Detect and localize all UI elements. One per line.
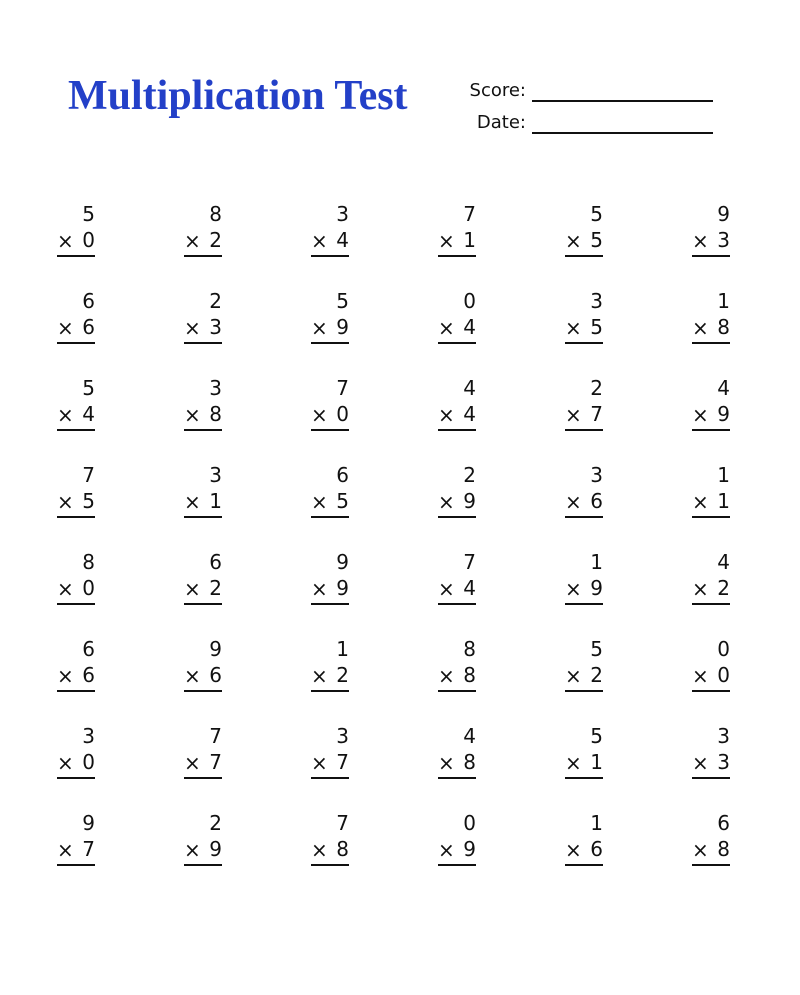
multiplicand: 6 (717, 811, 730, 835)
times-sign: × (438, 403, 455, 427)
multiplicand: 9 (717, 202, 730, 226)
answer-line[interactable] (311, 603, 349, 605)
multiplicand: 1 (717, 463, 730, 487)
multiplicand: 3 (209, 463, 222, 487)
multiplier: 2 (209, 228, 222, 252)
multiplier: 0 (82, 228, 95, 252)
problem-r7-c6 (692, 724, 732, 782)
multiplier: 0 (717, 663, 730, 687)
times-sign: × (184, 751, 201, 775)
multiplicand: 3 (82, 724, 95, 748)
multiplicand: 7 (463, 550, 476, 574)
times-sign: × (565, 403, 582, 427)
multiplicand: 7 (209, 724, 222, 748)
answer-line[interactable] (692, 342, 730, 344)
times-sign: × (184, 403, 201, 427)
times-sign: × (184, 316, 201, 340)
problem-r5-c5 (565, 550, 605, 608)
problem-r1-c6 (692, 202, 732, 260)
problem-r4-c2 (184, 463, 224, 521)
problem-r2-c6 (692, 289, 732, 347)
multiplier: 9 (717, 402, 730, 426)
answer-line[interactable] (438, 864, 476, 866)
answer-line[interactable] (311, 342, 349, 344)
multiplier: 9 (209, 837, 222, 861)
times-sign: × (438, 751, 455, 775)
times-sign: × (311, 316, 328, 340)
times-sign: × (565, 838, 582, 862)
times-sign: × (692, 664, 709, 688)
multiplicand: 0 (463, 811, 476, 835)
answer-line[interactable] (438, 516, 476, 518)
problem-r8-c3 (311, 811, 351, 869)
problem-r2-c2 (184, 289, 224, 347)
times-sign: × (438, 838, 455, 862)
multiplier: 5 (336, 489, 349, 513)
multiplicand: 9 (336, 550, 349, 574)
times-sign: × (184, 664, 201, 688)
problem-r6-c1 (57, 637, 97, 695)
answer-line[interactable] (438, 603, 476, 605)
multiplicand: 1 (590, 811, 603, 835)
answer-line[interactable] (438, 255, 476, 257)
problem-r3-c5 (565, 376, 605, 434)
answer-line[interactable] (311, 864, 349, 866)
times-sign: × (438, 577, 455, 601)
times-sign: × (184, 229, 201, 253)
page-title: Multiplication Test (68, 73, 408, 119)
answer-line[interactable] (57, 690, 95, 692)
multiplicand: 5 (82, 376, 95, 400)
problem-r2-c3 (311, 289, 351, 347)
multiplier: 9 (336, 315, 349, 339)
times-sign: × (692, 577, 709, 601)
answer-line[interactable] (692, 429, 730, 431)
answer-line[interactable] (692, 255, 730, 257)
multiplicand: 2 (209, 811, 222, 835)
multiplier: 6 (209, 663, 222, 687)
times-sign: × (57, 403, 74, 427)
multiplier: 6 (82, 315, 95, 339)
problem-r1-c3 (311, 202, 351, 260)
times-sign: × (311, 577, 328, 601)
answer-line[interactable] (565, 342, 603, 344)
multiplier: 7 (336, 750, 349, 774)
problem-r3-c4 (438, 376, 478, 434)
multiplier: 5 (590, 228, 603, 252)
times-sign: × (311, 229, 328, 253)
multiplier: 2 (590, 663, 603, 687)
times-sign: × (311, 838, 328, 862)
problem-r2-c5 (565, 289, 605, 347)
times-sign: × (57, 664, 74, 688)
answer-line[interactable] (57, 777, 95, 779)
answer-line[interactable] (438, 690, 476, 692)
answer-line[interactable] (565, 429, 603, 431)
problem-r1-c1 (57, 202, 97, 260)
answer-line[interactable] (184, 342, 222, 344)
multiplicand: 6 (82, 289, 95, 313)
times-sign: × (311, 751, 328, 775)
multiplicand: 3 (590, 463, 603, 487)
problem-r4-c3 (311, 463, 351, 521)
times-sign: × (565, 490, 582, 514)
times-sign: × (565, 664, 582, 688)
times-sign: × (692, 751, 709, 775)
problem-r4-c6 (692, 463, 732, 521)
times-sign: × (692, 229, 709, 253)
multiplier: 0 (82, 576, 95, 600)
multiplicand: 7 (336, 811, 349, 835)
multiplicand: 5 (590, 202, 603, 226)
problem-r6-c2 (184, 637, 224, 695)
answer-line[interactable] (438, 429, 476, 431)
problem-r6-c6 (692, 637, 732, 695)
problem-r4-c4 (438, 463, 478, 521)
multiplicand: 5 (82, 202, 95, 226)
times-sign: × (57, 751, 74, 775)
times-sign: × (692, 316, 709, 340)
answer-line[interactable] (57, 864, 95, 866)
multiplier: 1 (717, 489, 730, 513)
multiplicand: 8 (463, 637, 476, 661)
multiplier: 5 (82, 489, 95, 513)
multiplier: 7 (209, 750, 222, 774)
times-sign: × (565, 229, 582, 253)
multiplier: 5 (590, 315, 603, 339)
times-sign: × (692, 838, 709, 862)
times-sign: × (311, 403, 328, 427)
multiplier: 7 (82, 837, 95, 861)
multiplier: 6 (590, 489, 603, 513)
multiplier: 2 (209, 576, 222, 600)
answer-line[interactable] (311, 690, 349, 692)
problem-r6-c3 (311, 637, 351, 695)
answer-line[interactable] (311, 777, 349, 779)
answer-line[interactable] (57, 429, 95, 431)
problem-r3-c3 (311, 376, 351, 434)
multiplicand: 3 (209, 376, 222, 400)
multiplicand: 9 (82, 811, 95, 835)
multiplicand: 8 (209, 202, 222, 226)
multiplicand: 1 (590, 550, 603, 574)
date-label: Date: (476, 112, 526, 133)
times-sign: × (565, 316, 582, 340)
multiplicand: 4 (717, 550, 730, 574)
multiplicand: 6 (82, 637, 95, 661)
multiplicand: 6 (336, 463, 349, 487)
answer-line[interactable] (565, 864, 603, 866)
problem-r3-c6 (692, 376, 732, 434)
answer-line[interactable] (57, 603, 95, 605)
problem-r2-c4 (438, 289, 478, 347)
problem-r8-c6 (692, 811, 732, 869)
multiplier: 7 (590, 402, 603, 426)
multiplier: 2 (336, 663, 349, 687)
times-sign: × (184, 577, 201, 601)
multiplicand: 7 (82, 463, 95, 487)
answer-line[interactable] (311, 516, 349, 518)
multiplicand: 7 (463, 202, 476, 226)
problem-r6-c4 (438, 637, 478, 695)
problem-r7-c4 (438, 724, 478, 782)
multiplicand: 2 (590, 376, 603, 400)
multiplicand: 3 (717, 724, 730, 748)
times-sign: × (438, 664, 455, 688)
multiplier: 6 (82, 663, 95, 687)
multiplier: 1 (590, 750, 603, 774)
problem-r5-c4 (438, 550, 478, 608)
problem-r8-c1 (57, 811, 97, 869)
problem-r4-c5 (565, 463, 605, 521)
times-sign: × (565, 751, 582, 775)
multiplicand: 3 (590, 289, 603, 313)
answer-line[interactable] (311, 255, 349, 257)
times-sign: × (57, 229, 74, 253)
multiplier: 8 (463, 663, 476, 687)
multiplier: 4 (336, 228, 349, 252)
multiplier: 8 (336, 837, 349, 861)
multiplier: 3 (209, 315, 222, 339)
answer-line[interactable] (692, 864, 730, 866)
multiplicand: 5 (590, 637, 603, 661)
times-sign: × (184, 490, 201, 514)
answer-line[interactable] (438, 342, 476, 344)
multiplier: 9 (463, 489, 476, 513)
multiplicand: 3 (336, 202, 349, 226)
times-sign: × (565, 577, 582, 601)
multiplicand: 1 (717, 289, 730, 313)
problem-r3-c2 (184, 376, 224, 434)
multiplier: 2 (717, 576, 730, 600)
multiplicand: 3 (336, 724, 349, 748)
multiplier: 4 (463, 315, 476, 339)
answer-line[interactable] (184, 864, 222, 866)
problem-r1-c5 (565, 202, 605, 260)
multiplier: 1 (463, 228, 476, 252)
problem-r2-c1 (57, 289, 97, 347)
problem-r3-c1 (57, 376, 97, 434)
answer-line[interactable] (184, 690, 222, 692)
answer-line[interactable] (565, 603, 603, 605)
times-sign: × (438, 490, 455, 514)
multiplier: 6 (590, 837, 603, 861)
answer-line[interactable] (692, 516, 730, 518)
multiplicand: 2 (209, 289, 222, 313)
multiplicand: 5 (590, 724, 603, 748)
multiplier: 8 (717, 315, 730, 339)
answer-line[interactable] (184, 429, 222, 431)
times-sign: × (438, 229, 455, 253)
problem-r5-c6 (692, 550, 732, 608)
multiplier: 4 (463, 402, 476, 426)
answer-line[interactable] (57, 342, 95, 344)
multiplicand: 5 (336, 289, 349, 313)
answer-line[interactable] (565, 777, 603, 779)
answer-line[interactable] (311, 429, 349, 431)
multiplier: 0 (82, 750, 95, 774)
multiplier: 3 (717, 228, 730, 252)
problem-r8-c4 (438, 811, 478, 869)
problem-r7-c3 (311, 724, 351, 782)
multiplicand: 7 (336, 376, 349, 400)
times-sign: × (311, 490, 328, 514)
multiplicand: 0 (717, 637, 730, 661)
multiplier: 8 (209, 402, 222, 426)
answer-line[interactable] (692, 603, 730, 605)
multiplicand: 6 (209, 550, 222, 574)
problem-r5-c2 (184, 550, 224, 608)
problem-r5-c1 (57, 550, 97, 608)
multiplicand: 9 (209, 637, 222, 661)
times-sign: × (692, 490, 709, 514)
score-label: Score: (469, 80, 526, 101)
problem-r6-c5 (565, 637, 605, 695)
answer-line[interactable] (692, 690, 730, 692)
multiplicand: 4 (717, 376, 730, 400)
problem-r1-c4 (438, 202, 478, 260)
multiplier: 1 (209, 489, 222, 513)
times-sign: × (438, 316, 455, 340)
multiplicand: 2 (463, 463, 476, 487)
multiplicand: 0 (463, 289, 476, 313)
problem-r8-c5 (565, 811, 605, 869)
multiplier: 9 (463, 837, 476, 861)
answer-line[interactable] (184, 603, 222, 605)
multiplicand: 4 (463, 724, 476, 748)
times-sign: × (57, 838, 74, 862)
multiplier: 8 (463, 750, 476, 774)
problem-r7-c5 (565, 724, 605, 782)
problem-r7-c1 (57, 724, 97, 782)
problem-r7-c2 (184, 724, 224, 782)
multiplier: 9 (590, 576, 603, 600)
answer-line[interactable] (184, 255, 222, 257)
problem-r4-c1 (57, 463, 97, 521)
answer-line[interactable] (565, 516, 603, 518)
times-sign: × (57, 490, 74, 514)
multiplier: 9 (336, 576, 349, 600)
times-sign: × (184, 838, 201, 862)
problem-r5-c3 (311, 550, 351, 608)
problem-r1-c2 (184, 202, 224, 260)
answer-line[interactable] (184, 777, 222, 779)
multiplier: 4 (463, 576, 476, 600)
answer-line[interactable] (438, 777, 476, 779)
multiplicand: 4 (463, 376, 476, 400)
answer-line[interactable] (565, 255, 603, 257)
answer-line[interactable] (57, 255, 95, 257)
multiplicand: 8 (82, 550, 95, 574)
times-sign: × (692, 403, 709, 427)
multiplicand: 1 (336, 637, 349, 661)
answer-line[interactable] (565, 690, 603, 692)
multiplier: 8 (717, 837, 730, 861)
multiplier: 4 (82, 402, 95, 426)
times-sign: × (57, 577, 74, 601)
times-sign: × (311, 664, 328, 688)
answer-line[interactable] (184, 516, 222, 518)
answer-line[interactable] (57, 516, 95, 518)
problem-r8-c2 (184, 811, 224, 869)
multiplier: 3 (717, 750, 730, 774)
answer-line[interactable] (692, 777, 730, 779)
times-sign: × (57, 316, 74, 340)
multiplier: 0 (336, 402, 349, 426)
